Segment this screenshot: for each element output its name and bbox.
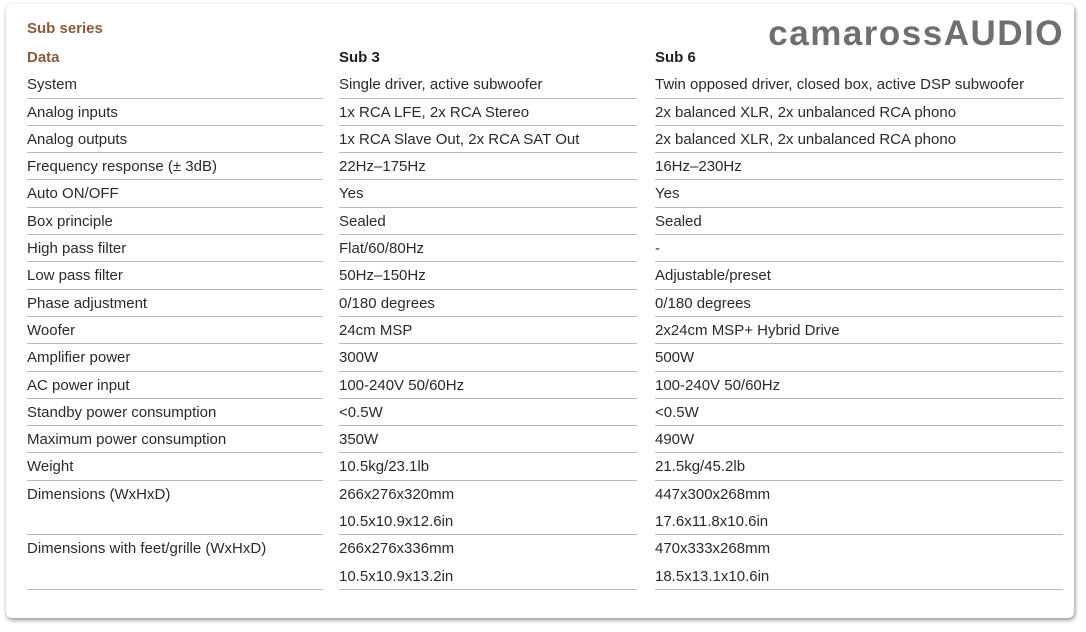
row-label: Auto ON/OFF	[27, 180, 323, 207]
table-row	[0, 235, 1086, 262]
table-row	[0, 208, 1086, 235]
row-label: Analog outputs	[27, 126, 323, 153]
sub6-value: Yes	[655, 180, 1063, 207]
table-row	[0, 426, 1086, 453]
sub3-value: 1x RCA Slave Out, 2x RCA SAT Out	[339, 126, 637, 153]
brand-logo: camarossAUDIO	[768, 14, 1064, 53]
table-row	[0, 481, 1086, 536]
sub6-value: 100-240V 50/60Hz	[655, 372, 1063, 399]
table-row	[0, 99, 1086, 126]
sub6-value: Adjustable/preset	[655, 262, 1063, 289]
row-label: Low pass filter	[27, 262, 323, 289]
row-label: Phase adjustment	[27, 290, 323, 317]
sub6-value: 16Hz–230Hz	[655, 153, 1063, 180]
row-label: AC power input	[27, 372, 323, 399]
sub3-value: 1x RCA LFE, 2x RCA Stereo	[339, 99, 637, 126]
row-label: High pass filter	[27, 235, 323, 262]
sub3-value: 100-240V 50/60Hz	[339, 372, 637, 399]
table-row	[0, 71, 1086, 98]
header-sub3: Sub 3	[339, 49, 380, 66]
table-body	[0, 71, 1086, 590]
sub3-value: 266x276x320mm 10.5x10.9x12.6in	[339, 481, 637, 536]
section-title: Sub series	[27, 20, 103, 37]
sub6-value: 500W	[655, 344, 1063, 371]
row-label: Dimensions with feet/grille (WxHxD)	[27, 535, 323, 590]
sub6-value: 447x300x268mm 17.6x11.8x10.6in	[655, 481, 1063, 536]
sub3-value: 22Hz–175Hz	[339, 153, 637, 180]
table-row	[0, 399, 1086, 426]
sub3-value: Flat/60/80Hz	[339, 235, 637, 262]
sub3-value: 350W	[339, 426, 637, 453]
row-label: Woofer	[27, 317, 323, 344]
row-label: System	[27, 71, 323, 98]
header-sub6: Sub 6	[655, 49, 696, 66]
row-label: Maximum power consumption	[27, 426, 323, 453]
row-label: Frequency response (± 3dB)	[27, 153, 323, 180]
sub3-value: 266x276x336mm 10.5x10.9x13.2in	[339, 535, 637, 590]
sub6-value: 21.5kg/45.2lb	[655, 453, 1063, 480]
sub6-value: 490W	[655, 426, 1063, 453]
table-header	[0, 44, 1086, 71]
table-row	[0, 535, 1086, 590]
table-row	[0, 153, 1086, 180]
sub6-value: <0.5W	[655, 399, 1063, 426]
sub3-value: Sealed	[339, 208, 637, 235]
spec-table	[0, 44, 1086, 590]
sub3-value: <0.5W	[339, 399, 637, 426]
header-data-label: Data	[27, 49, 60, 66]
sub3-value: Yes	[339, 180, 637, 207]
table-row	[0, 372, 1086, 399]
table-row	[0, 262, 1086, 289]
sub6-value: 470x333x268mm 18.5x13.1x10.6in	[655, 535, 1063, 590]
sub6-value: 2x24cm MSP+ Hybrid Drive	[655, 317, 1063, 344]
row-label: Standby power consumption	[27, 399, 323, 426]
row-label: Weight	[27, 453, 323, 480]
sub6-value: Sealed	[655, 208, 1063, 235]
sub6-value: 0/180 degrees	[655, 290, 1063, 317]
table-row	[0, 126, 1086, 153]
sub3-value: 300W	[339, 344, 637, 371]
table-row	[0, 453, 1086, 480]
row-label: Box principle	[27, 208, 323, 235]
table-row	[0, 317, 1086, 344]
row-label: Amplifier power	[27, 344, 323, 371]
sub3-value: 50Hz–150Hz	[339, 262, 637, 289]
row-label: Dimensions (WxHxD)	[27, 481, 323, 536]
sub6-value: 2x balanced XLR, 2x unbalanced RCA phono	[655, 126, 1063, 153]
sub6-value: -	[655, 235, 1063, 262]
sub3-value: Single driver, active subwoofer	[339, 71, 637, 98]
sub3-value: 24cm MSP	[339, 317, 637, 344]
table-row	[0, 344, 1086, 371]
sub6-value: Twin opposed driver, closed box, active DSP subwoofer	[655, 71, 1063, 98]
sub6-value: 2x balanced XLR, 2x unbalanced RCA phono	[655, 99, 1063, 126]
sub3-value: 0/180 degrees	[339, 290, 637, 317]
table-row	[0, 290, 1086, 317]
sub3-value: 10.5kg/23.1lb	[339, 453, 637, 480]
row-label: Analog inputs	[27, 99, 323, 126]
table-row	[0, 180, 1086, 207]
